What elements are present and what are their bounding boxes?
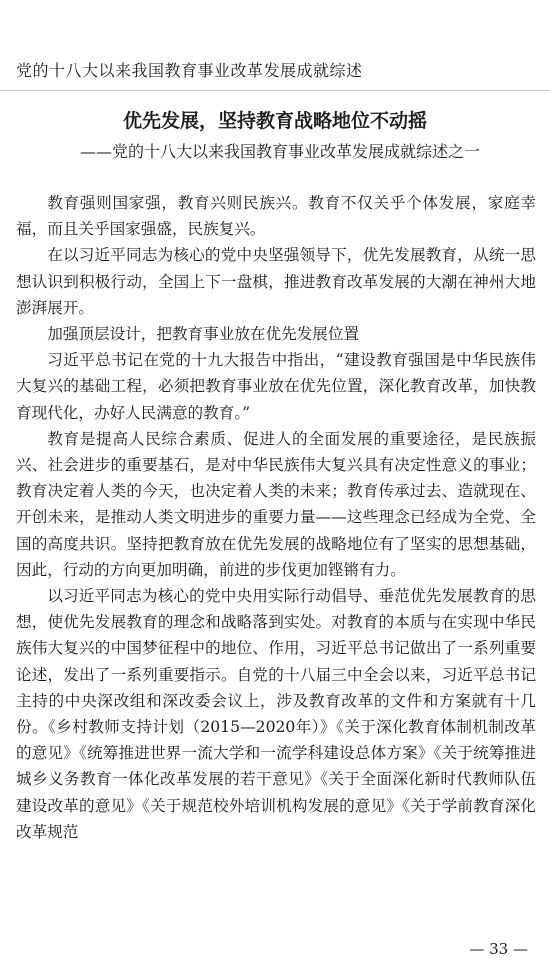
paragraph: 在以习近平同志为核心的党中央坚强领导下，优先发展教育，从统一思想认识到积极行动，全国上下一盘棋，推进教育改革发展的大潮在神州大地澎湃展开。 [16,246,536,317]
paragraph: 教育强则国家强，教育兴则民族兴。教育不仅关乎个体发展，家庭幸福，而且关乎国家强盛，民族复兴。 [16,194,536,239]
header-rule [0,90,550,91]
section-heading: 加强顶层设计，把教育事业放在优先发展位置 [47,325,360,344]
article-subtitle: ——党的十八大以来我国教育事业改革发展成就综述之一 [80,142,481,161]
article-title: 优先发展，坚持教育战略地位不动摇 [122,110,427,132]
page-number: — 33 — [469,940,528,958]
paragraph: 习近平总书记在党的十九大报告中指出，“建设教育强国是中华民族伟大复兴的基础工程，必须把教育事业放在优先位置，深化教育改革，加快教育现代化，办好人民满意的教育。” [16,351,536,422]
article-body [16,190,536,845]
paragraph: 以习近平同志为核心的党中央用实际行动倡导、垂范优先发展教育的思想，使优先发展教育的理念和战略落到实处。对教育的本质与在实现中华民族伟大复兴的中国梦征程中的地位、作用，习近平总书记做出了一系列重要论述，发出了一系列重要指示。自党的十八届三中全会以来，习近平总书记主持的中央深改组和深改委会议上，涉及教育改革的文件和方案就有十几份。《乡村教师支持计划（2015—2020年）》《关于深化教育体制机制改革的意见》《统筹推进世界一流大学和一流学科建设总体方案》《关于统筹推进城乡义务教育一体化改革发展的若干意见》《关于全面深化新时代教师队伍建设改革的意见》《关于规范校外培训机构发展的意见》《关于学前教育深化改革规范 [16,587,536,841]
paragraph: 教育是提高人民综合素质、促进人的全面发展的重要途径，是民族振兴、社会进步的重要基石，是对中华民族伟大复兴具有决定性意义的事业；教育决定着人类的今天，也决定着人类的未来；教育传承过去、造就现在、开创未来，是推动人类文明进步的重要力量——这些理念已经成为全党、全国的高度共识。坚持把教育放在优先发展的战略地位有了坚实的思想基础，因此，行动的方向更加明确，前进的步伐更加铿锵有力。 [16,429,536,579]
running-head: 党的十八大以来我国教育事业改革发展成就综述 [16,61,363,80]
